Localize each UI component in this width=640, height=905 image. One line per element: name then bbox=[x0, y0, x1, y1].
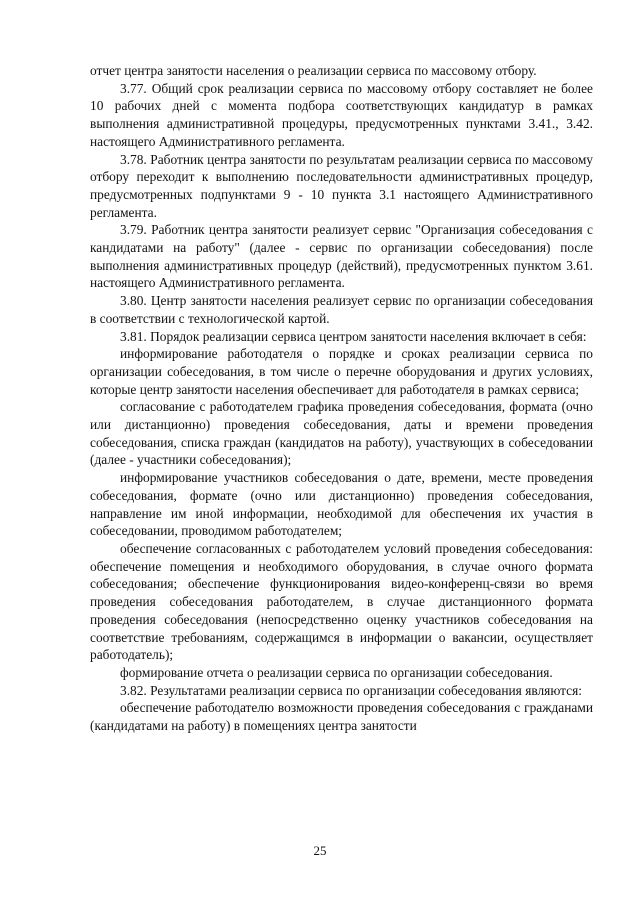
paragraph: информирование работодателя о порядке и сроках реализации сервиса по организации собеседования, в том числе о перечне оборудования и других условиях, которые центр занятости населения обеспечивает для работодателя в рамках сервиса; bbox=[90, 346, 593, 397]
paragraph: формирование отчета о реализации сервиса по организации собеседования. bbox=[120, 664, 553, 680]
body-text bbox=[90, 62, 593, 735]
paragraph: 3.80. Центр занятости населения реализует сервис по организации собеседования в соответствии с технологической картой. bbox=[90, 293, 593, 326]
paragraph: 3.79. Работник центра занятости реализует сервис "Организация собеседования с кандидатами на работу" (далее - сервис по организации собеседования) после выполнения административных процедур (действий), предусмотренных пунктом 3.61. настоящего Административного регламента. bbox=[90, 222, 593, 291]
paragraph: отчет центра занятости населения о реализации сервиса по массовому отбору. bbox=[90, 63, 537, 78]
paragraph: информирование участников собеседования о дате, времени, месте проведения собеседования, формате (очно или дистанционно) проведения собеседования, направление им иной информации, необходимой для обеспечения их участия в собеседовании, проводимом работодателем; bbox=[90, 470, 593, 539]
paragraph: 3.81. Порядок реализации сервиса центром занятости населения включает в себя: bbox=[120, 328, 587, 344]
paragraph: 3.78. Работник центра занятости по результатам реализации сервиса по массовому отбору переходит к выполнению последовательности административных процедур, предусмотренных подпунктами 9 - 10 пункта 3.1 настоящего Административного регламента. bbox=[90, 151, 593, 220]
page-number: 25 bbox=[313, 843, 327, 858]
paragraph: обеспечение работодателю возможности проведения собеседования с гражданами (кандидатами на работу) в помещениях центра занятости bbox=[90, 700, 593, 734]
paragraph: обеспечение согласованных с работодателем условий проведения собеседования: обеспечение помещения и необходимого оборудования, в случае очного формата собеседования; обеспечение функционирования видео-конференц-связи во время проведения собеседования работодателем, в случае дистанционного формата проведения собеседования (непосредственно оценку участников собеседования на соответствие требованиям, содержащимся в информации о вакансии, осуществляет работодатель); bbox=[90, 540, 593, 663]
paragraph: согласование с работодателем графика проведения собеседования, формата (очно или дистанционно) проведения собеседования, даты и времени проведения собеседования, списка граждан (кандидатов на работу), участвующих в собеседовании (далее - участники собеседования); bbox=[90, 399, 593, 468]
paragraph: 3.82. Результатами реализации сервиса по организации собеседования являются: bbox=[120, 682, 583, 698]
paragraph: 3.77. Общий срок реализации сервиса по массовому отбору составляет не более 10 рабочих дней с момента подбора соответствующих кандидатур в рамках выполнения административной процедуры, предусмотренных пунктами 3.41., 3.42. настоящего Административного регламента. bbox=[90, 80, 593, 149]
